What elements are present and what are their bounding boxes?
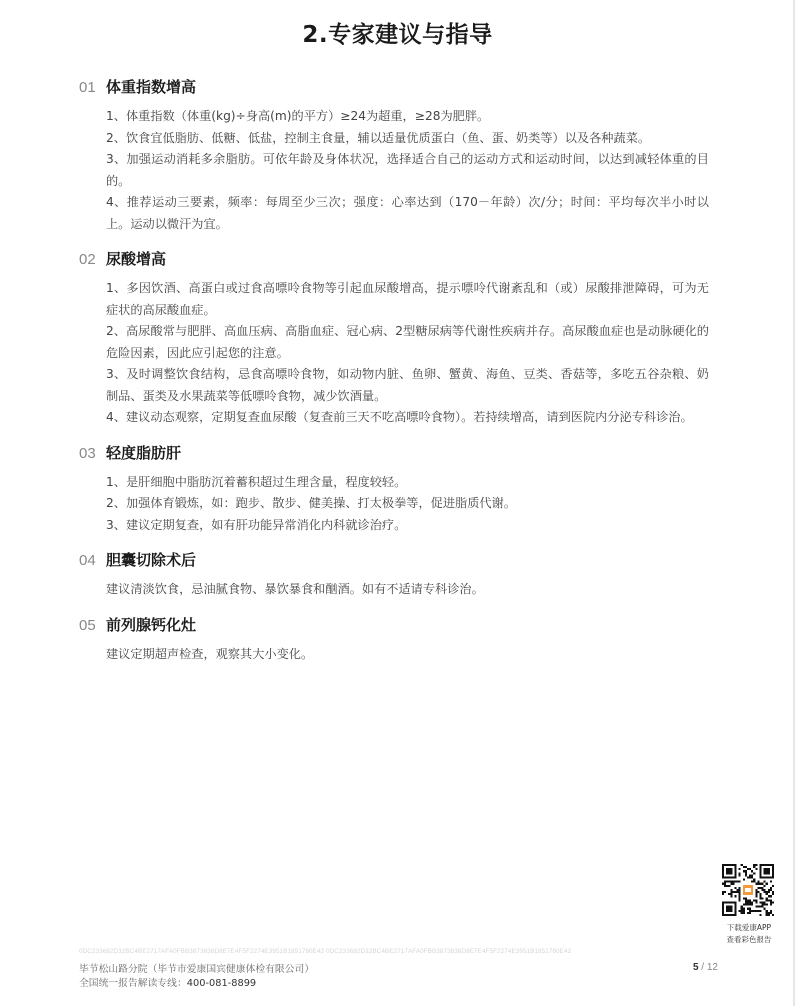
section-title: 胆囊切除术后 bbox=[106, 551, 197, 569]
advice-paragraph: 3、加强运动消耗多余脂肪。可依年龄及身体状况，选择适合自己的运动方式和运动时间，以达到减轻体重的目的。 bbox=[106, 152, 709, 188]
section-title: 尿酸增高 bbox=[106, 250, 167, 268]
section-body bbox=[106, 472, 709, 537]
page-indicator bbox=[660, 962, 718, 973]
advice-section bbox=[79, 442, 709, 537]
section-number: 02 bbox=[79, 251, 96, 268]
advice-paragraph: 建议清淡饮食，忌油腻食物、暴饮暴食和酗酒。如有不适请专科诊治。 bbox=[106, 582, 484, 596]
section-title: 前列腺钙化灶 bbox=[106, 615, 197, 634]
page-total: 12 bbox=[706, 962, 718, 973]
section-header bbox=[79, 248, 709, 272]
app-report-caption: 查看彩色报告 bbox=[726, 935, 772, 944]
advice-paragraph: 3、及时调整饮食结构，忌食高嘌呤食物，如动物内脏、鱼卵、蟹黄、海鱼、豆类、香菇等，多吃五谷杂粮、奶制品、蛋类及水果蔬菜等低嘌呤食物，减少饮酒量。 bbox=[106, 367, 709, 403]
section-body bbox=[106, 106, 709, 235]
section-number: 05 bbox=[79, 616, 96, 634]
advice-section bbox=[79, 248, 709, 429]
advice-paragraph: 2、加强体育锻炼，如：跑步、散步、健美操、打太极拳等，促进脂质代谢。 bbox=[106, 496, 516, 510]
advice-paragraph: 2、饮食宜低脂肪、低糖、低盐，控制主食量，辅以适量优质蛋白（鱼、蛋、奶类等）以及各种蔬菜。 bbox=[106, 130, 651, 145]
section-number: 01 bbox=[79, 79, 96, 96]
footer-hotline bbox=[79, 975, 256, 989]
page-separator: / bbox=[698, 962, 707, 973]
section-title: 体重指数增高 bbox=[106, 78, 197, 96]
section-body bbox=[106, 644, 709, 666]
app-download-caption: 下载爱康APP bbox=[726, 923, 772, 932]
advice-paragraph: 3、建议定期复查，如有肝功能异常消化内科就诊治疗。 bbox=[106, 517, 407, 532]
page-current: 5 bbox=[692, 962, 699, 973]
section-body bbox=[106, 278, 709, 429]
section-header bbox=[79, 549, 709, 573]
advice-paragraph: 1、多因饮酒、高蛋白或过食高嘌呤食物等引起血尿酸增高，提示嘌呤代谢紊乱和（或）尿酸排泄障碍，可为无症状的高尿酸血症。 bbox=[106, 281, 709, 317]
section-header bbox=[79, 614, 709, 638]
advice-paragraph: 4、建议动态观察，定期复查血尿酸（复查前三天不吃高嘌呤食物）。若持续增高，请到医院内分泌专科诊治。 bbox=[106, 410, 693, 424]
advice-content bbox=[79, 76, 709, 678]
section-title: 轻度脂肪肝 bbox=[106, 443, 182, 462]
section-number: 03 bbox=[79, 444, 96, 462]
hotline-label: 全国统一报告解读专线： bbox=[79, 978, 187, 989]
page-title: 2.专家建议与指导 bbox=[302, 22, 493, 48]
section-body bbox=[106, 579, 709, 601]
advice-section bbox=[79, 549, 709, 601]
advice-section bbox=[79, 614, 709, 666]
section-header bbox=[79, 442, 709, 466]
qr-code-icon[interactable] bbox=[722, 864, 774, 916]
advice-paragraph: 建议定期超声检查，观察其大小变化。 bbox=[106, 646, 314, 661]
section-header bbox=[79, 76, 709, 100]
advice-paragraph: 2、高尿酸常与肥胖、高血压病、高脂血症、冠心病、2型糖尿病等代谢性疾病并存。高尿酸血症也是动脉硬化的危险因素，因此应引起您的注意。 bbox=[106, 324, 709, 360]
hotline-number: 400-081-8899 bbox=[186, 978, 257, 989]
section-number: 04 bbox=[79, 552, 96, 569]
advice-paragraph: 4、推荐运动三要素，频率：每周至少三次；强度：心率达到（170－年龄）次/分；时间：平均每次半小时以上。运动以微汗为宜。 bbox=[106, 195, 709, 231]
advice-paragraph: 1、体重指数（体重(kg)÷身高(m)的平方）≥24为超重，≥28为肥胖。 bbox=[106, 109, 490, 123]
advice-paragraph: 1、是肝细胞中脂肪沉着蓄积超过生理含量，程度较轻。 bbox=[106, 474, 407, 489]
advice-section bbox=[79, 76, 709, 235]
footer-organization: 毕节松山路分院（毕节市爱康国宾健康体检有限公司） bbox=[79, 964, 315, 975]
report-hash: 0DC233682D32BC4BE2717AFA0FBB3873838D8E7E4F5F2274E3951B1851760E42 0DC233682D32BC4BE2717AFA0FBB3873838D8E7E4F5F2274E3951B1851760E42 bbox=[79, 948, 572, 955]
